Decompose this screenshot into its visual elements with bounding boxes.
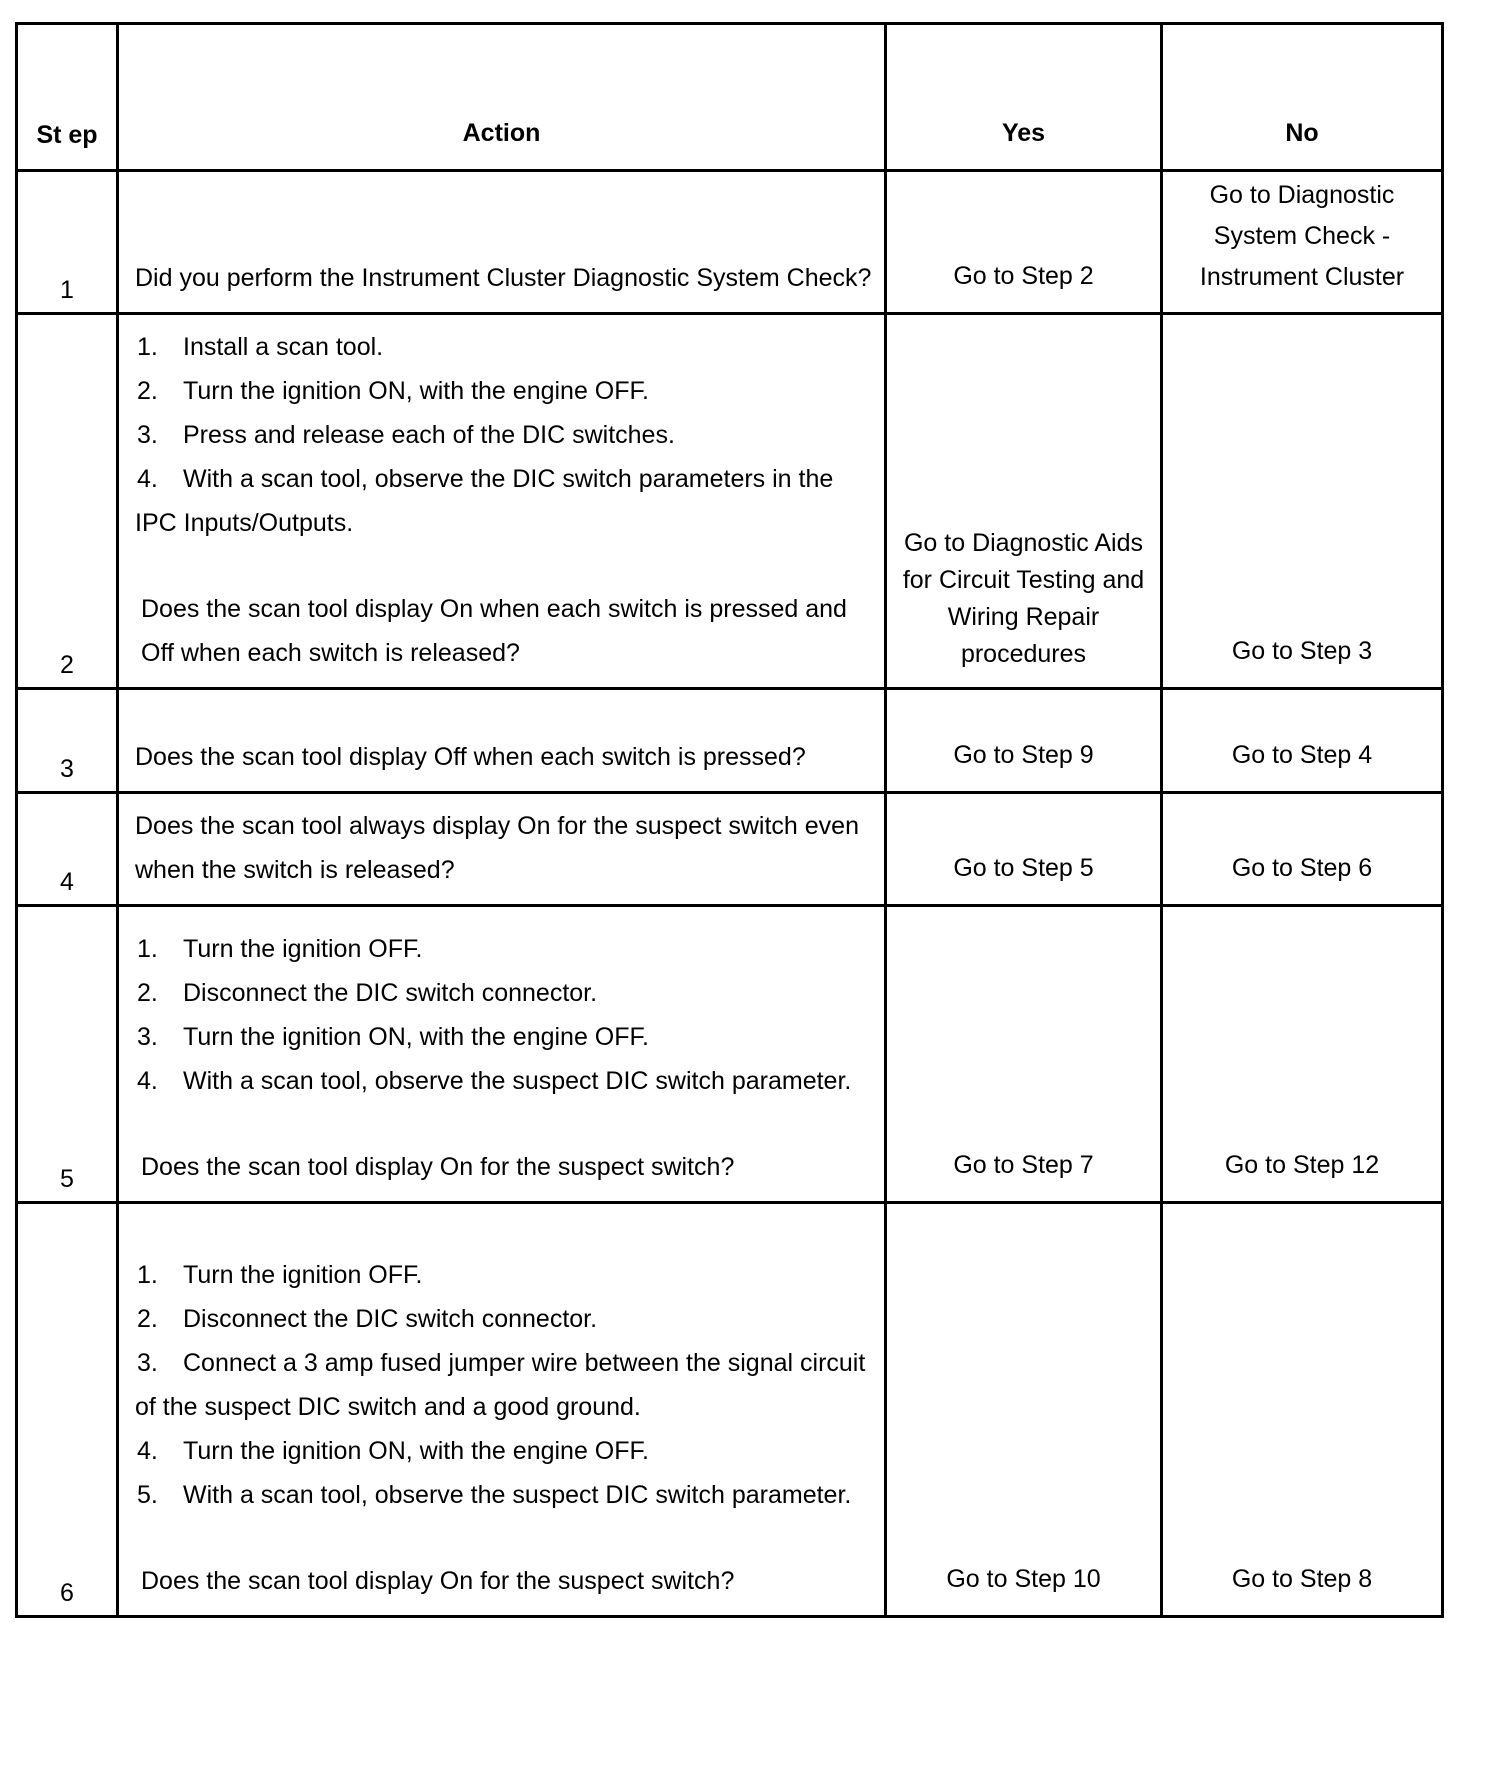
diagnostic-table [15,22,1444,1618]
list-item: 3. Connect a 3 amp fused jumper wire between the signal circuit of the suspect DIC switch and a good ground. [135,1349,866,1421]
action-text: Does the scan tool display Off when each switch is pressed? [118,689,886,793]
header-action: Action [118,24,886,171]
table-row [17,314,1443,689]
question-text: Does the scan tool display On when each switch is pressed and Off when each switch is released? [141,595,847,667]
step-number: 3 [17,689,118,793]
yes-result: Go to Step 5 [886,793,1162,906]
yes-result: Go to Step 10 [886,1203,1162,1617]
no-result: Go to Step 6 [1162,793,1443,906]
action-cell [118,1203,886,1617]
list-item: 3. Press and release each of the DIC switches. [137,421,675,449]
list-item: 4. With a scan tool, observe the DIC switch parameters in the IPC Inputs/Outputs. [135,465,834,537]
question-text: Does the scan tool display On for the suspect switch? [141,1153,735,1181]
yes-result: Go to Step 2 [886,171,1162,314]
yes-result: Go to Step 7 [886,906,1162,1203]
step-number: 4 [17,793,118,906]
yes-result: Go to Step 9 [886,689,1162,793]
action-cell [118,314,886,689]
table-row [17,171,1443,314]
list-item: 4. With a scan tool, observe the suspect DIC switch parameter. [137,1067,852,1095]
no-result: Go to Step 8 [1162,1203,1443,1617]
list-item: 1. Turn the ignition OFF. [137,935,423,963]
table-row [17,1203,1443,1617]
no-result: Go to Step 4 [1162,689,1443,793]
list-item: 2. Turn the ignition ON, with the engine OFF. [137,377,649,405]
list-item: 2. Disconnect the DIC switch connector. [137,1305,598,1333]
no-result: Go to Step 12 [1162,906,1443,1203]
step-number: 1 [17,171,118,314]
table-row [17,906,1443,1203]
step-number: 2 [17,314,118,689]
question-text: Does the scan tool display On for the suspect switch? [141,1567,735,1595]
header-yes: Yes [886,24,1162,171]
header-row [17,24,1443,171]
header-step: St ep [17,24,118,171]
no-result: Go to Diagnostic System Check - Instrument Cluster [1162,171,1443,314]
action-text: Did you perform the Instrument Cluster Diagnostic System Check? [118,171,886,314]
action-text: Does the scan tool always display On for the suspect switch even when the switch is released? [118,793,886,906]
step-number: 5 [17,906,118,1203]
no-result: Go to Step 3 [1162,314,1443,689]
list-item: 1. Turn the ignition OFF. [137,1261,423,1289]
list-item: 5. With a scan tool, observe the suspect DIC switch parameter. [137,1481,852,1509]
step-number: 6 [17,1203,118,1617]
list-item: 3. Turn the ignition ON, with the engine OFF. [137,1023,649,1051]
table-row [17,793,1443,906]
list-item: 1. Install a scan tool. [137,333,384,361]
yes-result: Go to Diagnostic Aids for Circuit Testing and Wiring Repair procedures [886,314,1162,689]
action-cell [118,906,886,1203]
header-no: No [1162,24,1443,171]
list-item: 2. Disconnect the DIC switch connector. [137,979,598,1007]
table-row [17,689,1443,793]
list-item: 4. Turn the ignition ON, with the engine OFF. [137,1437,649,1465]
